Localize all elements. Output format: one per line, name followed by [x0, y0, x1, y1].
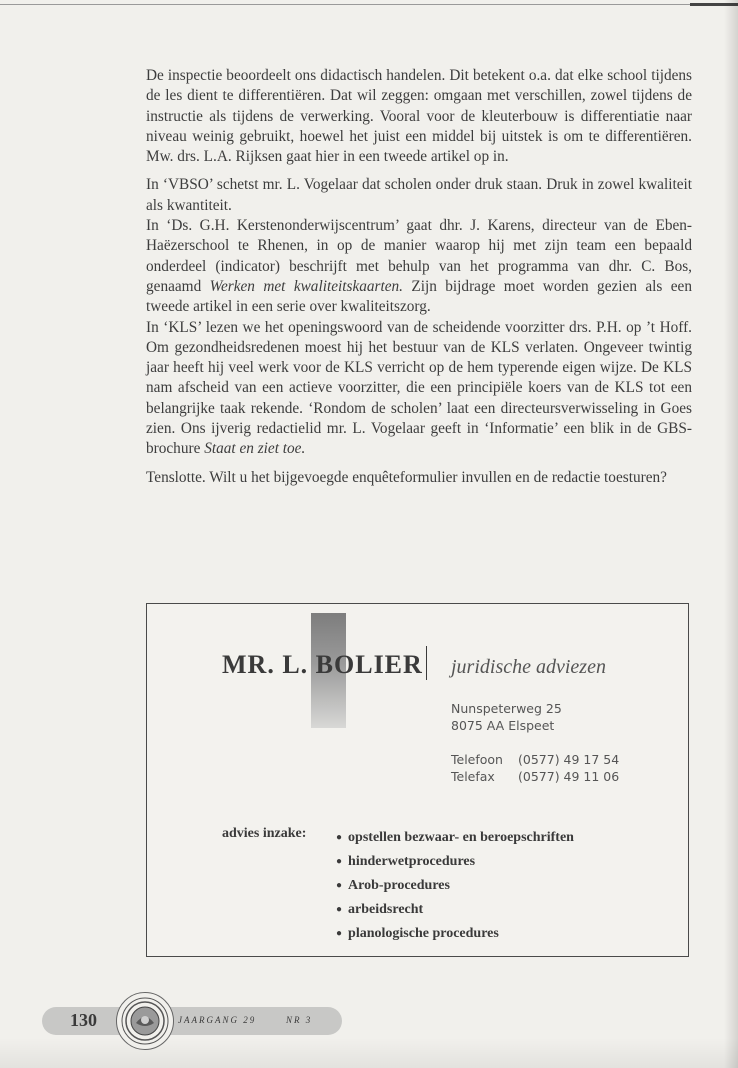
ad-divider — [426, 646, 427, 680]
top-rule — [0, 4, 710, 5]
ad-tagline: juridische adviezen — [451, 656, 606, 678]
paragraph-3-title: Werken met kwaliteitskaarten. — [209, 277, 403, 295]
paragraph-4-title: Staat en ziet toe. — [204, 440, 306, 458]
ad-advice-item: ● opstellen bezwaar- en beroepschriften — [336, 826, 574, 850]
page-shadow — [724, 0, 738, 1068]
footer-volume: JAARGANG 29 — [178, 1015, 257, 1025]
ad-address — [451, 700, 562, 734]
ad-fax-number: (0577) 49 11 06 — [518, 769, 620, 784]
paragraph-3-text-end: Zijn bijdrage moet worden gezien als een tweede artikel in een serie over kwaliteitszorg. — [146, 277, 692, 316]
article-paragraph-4 — [146, 318, 692, 460]
emblem-icon — [116, 992, 174, 1050]
ad-fax-row — [451, 768, 619, 785]
footer-issue: NR 3 — [286, 1015, 313, 1025]
ad-phone-row — [451, 751, 619, 768]
article-paragraph-2: In ‘VBSO’ schetst mr. L. Vogelaar dat scholen onder druk staan. Druk in zowel kwaliteit als kwantiteit. — [146, 176, 692, 214]
ad-advice-item: ● Arob-procedures — [336, 874, 574, 898]
article-body — [146, 66, 692, 488]
paragraph-4-text: In ‘KLS’ lezen we het openingswoord van de scheidende voorzitter drs. P.H. op ’t Hoff. Om gezondheidsredenen moest hij het bestuur van de KLS verlaten. Ongeveer twintig jaar heeft hij veel werk voor de KLS verricht op de hem typerende eigen wijze. De KLS nam afscheid van een actieve voorzitter, die een principiële koers van de KLS tot een belangrijke taak rekende. ‘Rondom de scholen’ laat een directeursverwisseling in Goes zien. Ons ijverig redactielid mr. L. Vogelaar geeft in ‘Informatie’ een blik in de GBS-brochure — [146, 318, 692, 458]
ad-city: 8075 AA Elspeet — [451, 718, 555, 733]
article-paragraph-1: De inspectie beoordeelt ons didactisch handelen. Dit betekent o.a. dat elke school tijdens de les dient te differentiëren. Dat wil zeggen: omgaan met verschillen, zowel tijdens de instructie als tijdens de verwerking. Vooral voor de kleuterbouw is differentiatie naar niveau weinig gebruikt, hoewel het juist een middel bij uitstek is om te differentiëren. Mw. drs. L.A. Rijksen gaat hier in een tweede artikel op in. — [146, 67, 692, 166]
ad-phone-label: Telefoon — [451, 752, 503, 767]
ad-street: Nunspeterweg 25 — [451, 701, 562, 716]
ad-advice-item: ● arbeidsrecht — [336, 898, 574, 922]
ad-advice-item: ● planologische procedures — [336, 922, 574, 946]
article-paragraph-5: Tenslotte. Wilt u het bijgevoegde enquêteformulier invullen en de redactie toesturen? — [146, 468, 667, 486]
ad-advice-list — [336, 826, 574, 946]
ad-fax-label: Telefax — [451, 769, 495, 784]
ad-phone-number: (0577) 49 17 54 — [518, 752, 620, 767]
advertisement-box — [146, 603, 689, 957]
paragraph-3-text: In ‘Ds. G.H. Kerstenonderwijscentrum’ gaat dhr. J. Karens, directeur van de Eben-Haëzerschool te Rhenen, in op de manier waarop hij met zijn team een bepaald onderdeel (indicator) beschrijft met behulp van het programma van dhr. C. Bos, genaamd — [146, 217, 692, 295]
article-paragraph-3 — [146, 216, 692, 317]
ad-contact — [451, 751, 619, 785]
ad-advice-label: advies inzake: — [222, 826, 307, 841]
ad-advice-item: ● hinderwetprocedures — [336, 850, 574, 874]
page-bottom-edge — [0, 1038, 738, 1068]
page-number: 130 — [70, 1010, 97, 1030]
emblem-seal-icon — [120, 996, 170, 1046]
ad-firm-name: MR. L. BOLIER — [222, 650, 423, 679]
